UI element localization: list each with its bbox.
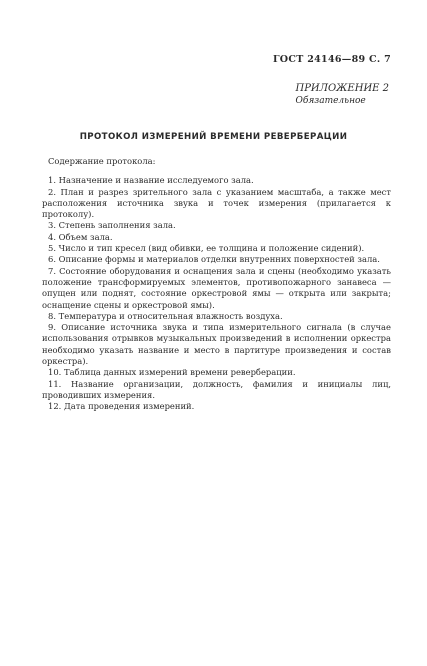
appendix-block bbox=[295, 82, 389, 108]
list-item: 6. Описание формы и материалов отделки внутренних поверхностей зала. bbox=[48, 254, 380, 265]
list-item: 8. Температура и относительная влажность воздуха. bbox=[48, 310, 283, 321]
item-list bbox=[42, 175, 391, 412]
list-item: 9. Описание источника звука и типа измерительного сигнала (в случае использования отрывков музыкальных произведений в исполнении оркестра необходимо указать название и место в партитуре произведения и состав оркестра). bbox=[42, 322, 391, 367]
appendix-label: ПРИЛОЖЕНИЕ 2 bbox=[295, 83, 389, 94]
list-item: 7. Состояние оборудования и оснащения зала и сцены (необходимо указать положение трансформируемых элементов, противопожарного занавеса — опущен или поднят, состояние оркестровой ямы — открыта или закрыта; оснащение сцены и оркестровой ямы). bbox=[42, 265, 391, 310]
list-item: 10. Таблица данных измерений времени реверберации. bbox=[48, 367, 296, 378]
list-item: 2. План и разрез зрительного зала с указанием масштаба, а также мест расположения источника звука и точек измерения (прилагается к протоколу). bbox=[42, 186, 391, 220]
list-item: 3. Степень заполнения зала. bbox=[48, 220, 176, 231]
standard-header: ГОСТ 24146—89 С. 7 bbox=[272, 54, 391, 65]
document-title: ПРОТОКОЛ ИЗМЕРЕНИЙ ВРЕМЕНИ РЕВЕРБЕРАЦИИ bbox=[79, 132, 348, 142]
list-item: 11. Название организации, должность, фамилия и инициалы лиц, проводивших измерения. bbox=[42, 378, 391, 400]
contents-intro: Содержание протокола: bbox=[48, 156, 156, 166]
appendix-status: Обязательное bbox=[295, 96, 366, 106]
list-item: 1. Назначение и название исследуемого зала. bbox=[48, 175, 254, 186]
protocol-contents bbox=[42, 156, 391, 413]
list-item: 12. Дата проведения измерений. bbox=[48, 401, 195, 412]
list-item: 5. Число и тип кресел (вид обивки, ее толщина и положение сидений). bbox=[48, 243, 365, 254]
list-item: 4. Объем зала. bbox=[48, 231, 113, 242]
